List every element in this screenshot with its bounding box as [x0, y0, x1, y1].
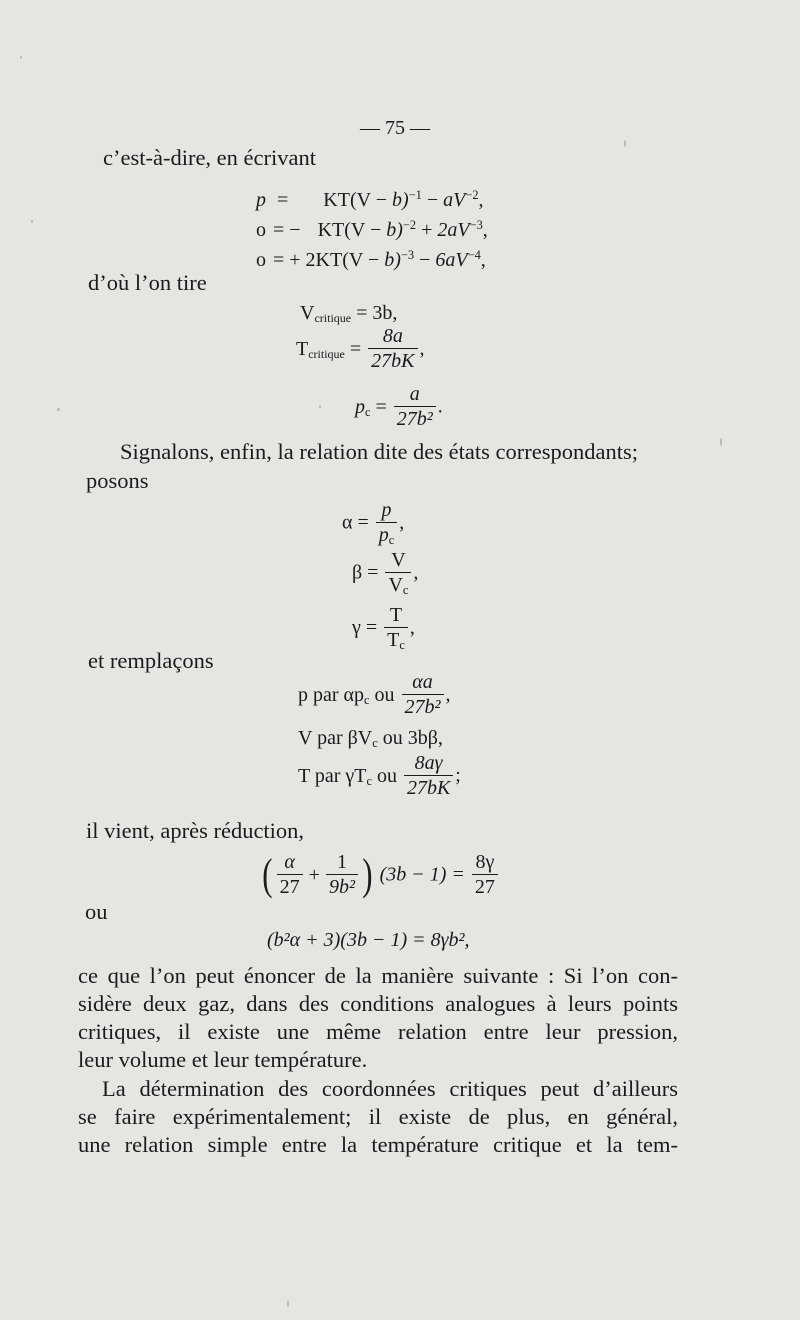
eq2-e2: −3	[469, 218, 483, 233]
signalons-line-1: Signalons, enfin, la relation dite des états correspondants;	[120, 439, 638, 464]
beta-def: β = $\frac{V}{V_c}$ ,	[352, 549, 419, 598]
eq1-b: b)	[391, 189, 409, 211]
eq2-c: 2aV	[437, 219, 470, 241]
reduced-equation: ( $\frac{\alpha}{27}$ + $\frac{1}{\text{9b²}}$ ) (3b − 1) = $\frac{8\gamma}{27}$	[260, 852, 500, 897]
replacement-v: V par $\beta V_c$ ou 3bβ,	[298, 727, 443, 751]
eq1-e1: −1	[408, 188, 422, 203]
gamma-den: T	[387, 629, 400, 651]
eq3-e1: −3	[400, 248, 415, 263]
para2-line: une relation simple entre la température critique et la tem-	[78, 1132, 678, 1157]
r1-ou: ou	[374, 683, 395, 706]
eq3-e2: −4	[467, 248, 481, 263]
apres-reduction-text: il vient, après réduction,	[86, 818, 305, 843]
t-critique-num: 8a	[382, 325, 403, 347]
eq3-c: 6aV	[435, 249, 468, 271]
eq2-eq: = −	[273, 219, 301, 241]
alpha-num: p	[381, 499, 392, 521]
remplacons-text: et remplaçons	[88, 648, 214, 673]
gamma-lhs: γ =	[352, 616, 378, 639]
gamma-def: γ = $\frac{T}{T_c}$ ,	[352, 604, 415, 653]
alpha-def: α = $\frac{p}{p_c}$ ,	[342, 499, 405, 548]
r1-num: αa	[412, 671, 433, 693]
p-c-sub: c	[365, 404, 371, 419]
equation-o2: o = + $2KT(V - b)^{-3} - 6aV^{-4}$,	[256, 248, 486, 271]
alternate-equation: (b²α + 3)(3b − 1) = 8γb²,	[267, 929, 470, 951]
equation-o1: o = − $KT(V - b)^{-2} + 2aV^{-3}$,	[256, 218, 488, 241]
alpha-den: p	[378, 524, 389, 546]
eq1-lhs: p	[256, 189, 266, 211]
eqm-a-num: α	[284, 851, 295, 873]
intro-text: c’est-à-dire, en écrivant	[103, 145, 316, 170]
eqm-mid: (3b − 1) =	[379, 863, 465, 886]
para2-line: La détermination des coordonnées critiques peut d’ailleurs	[102, 1076, 678, 1101]
beta-lhs: β =	[352, 561, 379, 584]
page-number: — 75 —	[360, 117, 430, 139]
p-c-den: 27b²	[394, 406, 436, 429]
ou-tire-text: d’où l’on tire	[88, 270, 207, 295]
para1-line: sidère deux gaz, dans des conditions analogues à leurs points	[78, 991, 678, 1016]
signalons-line-2: posons	[86, 468, 149, 493]
para1-line: ce que l’on peut énoncer de la manière suivante : Si l’on con-	[78, 963, 678, 988]
eq2-a: KT(V	[317, 219, 365, 241]
eq1-a: KT(V	[323, 189, 371, 211]
eqm-b-den: 9b²	[326, 874, 358, 897]
v-critique	[300, 303, 397, 323]
eq1-eq: =	[277, 189, 289, 211]
eqm-b-num: 1	[336, 851, 347, 873]
replacement-t: T par $\gamma T_c$ ou $\frac{8a\gamma}{27bK}$ ;	[298, 752, 461, 799]
t-critique-den: 27bK	[368, 348, 417, 371]
replacement-p: p par $\alpha p_c$ ou $\frac{\alpha a}{\text{27b²}}$ ,	[298, 671, 451, 718]
alpha-lhs: α =	[342, 511, 369, 534]
p-c-label: p	[355, 395, 365, 418]
eqm-a-den: 27	[277, 874, 303, 897]
v-critique-rhs: = 3b,	[356, 302, 398, 324]
p-c-num: a	[409, 383, 420, 405]
para1-line: leur volume et leur température.	[78, 1047, 368, 1072]
v-critique-label: V	[300, 302, 315, 324]
r3-den: 27bK	[404, 775, 453, 798]
equation-p: $p = KT(V - b)^{-1} - aV^{-2}$,	[256, 188, 484, 211]
eq2-lhs: o	[256, 219, 266, 241]
eq3-eq: = + 2KT(V	[273, 249, 363, 271]
eq3-lhs: o	[256, 249, 266, 271]
beta-num: V	[391, 549, 406, 571]
p-critique: $p_c$ = $\frac{a}{\text{27b²}}$ .	[355, 383, 443, 430]
t-critique-label: T	[296, 337, 309, 360]
r1-pre: p par αp	[298, 683, 365, 706]
para2-line: se faire expérimentalement; il existe de plus, en général,	[78, 1104, 678, 1129]
eq3-b: b)	[384, 249, 401, 271]
r3-ou: ou	[376, 764, 397, 787]
r1-den: 27b²	[402, 694, 444, 717]
r3-pre: T par γT	[298, 764, 367, 787]
paragraph-statement	[78, 962, 678, 1074]
eq1-e2: −2	[465, 188, 479, 203]
para1-line: critiques, il existe une même relation entre leur pression,	[78, 1019, 678, 1044]
r3-num: 8aγ	[414, 752, 443, 774]
beta-den: V	[388, 574, 403, 596]
t-critique: $T_{critique}$ = $\frac{8a}{27bK}$ ,	[296, 325, 425, 372]
eqm-r-num: 8γ	[475, 851, 495, 873]
v-critique-sub: critique	[314, 311, 352, 325]
paragraph-determination	[78, 1075, 678, 1159]
gamma-num: T	[389, 604, 403, 626]
t-critique-sub: critique	[308, 346, 345, 361]
r2-pre: V par βV	[298, 727, 373, 749]
ou-text: ou	[85, 899, 108, 924]
r2-ou: ou 3bβ,	[382, 727, 443, 749]
eq1-c: aV	[443, 189, 466, 211]
eqm-r-den: 27	[472, 874, 498, 897]
eq2-e1: −2	[402, 218, 417, 233]
eq2-b: b)	[386, 219, 403, 241]
